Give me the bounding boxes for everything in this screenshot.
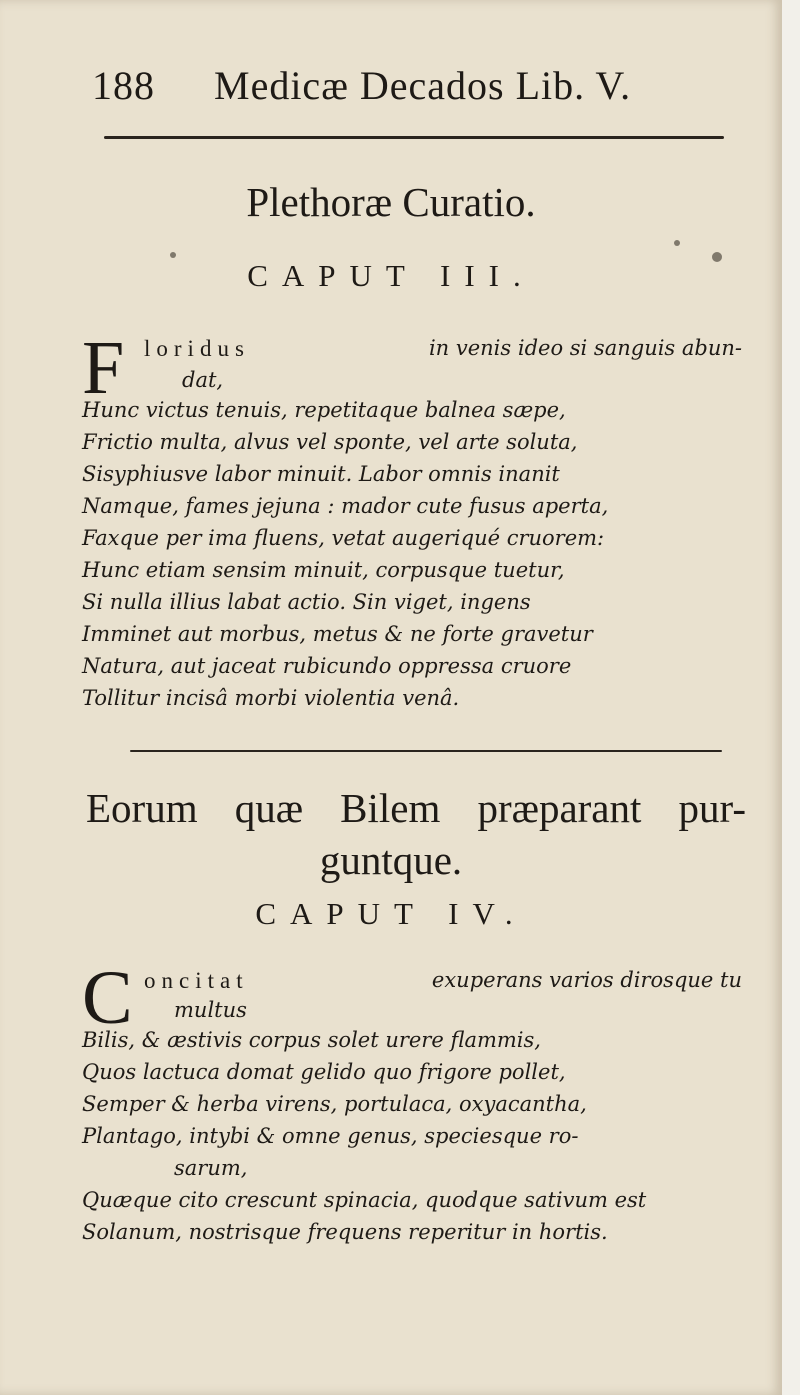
running-head [92,62,732,109]
chapter-2-caput: CAPUT IV. [255,896,527,931]
verse-line: Frictio multa, alvus vel sponte, vel arte soluta, [82,430,578,454]
verse-line: Plantago, intybi & omne genus, speciesque ro- [82,1124,579,1148]
verse-line: sarum, [174,1156,248,1180]
verse-line: Solanum, nostrisque frequens reperitur in hortis. [82,1220,608,1244]
verse-first-word: oncitat [144,968,249,993]
ink-speck [170,252,176,258]
dropcap-c: C [82,956,133,1040]
verse-first-line-rest: exuperans varios dirosque tu [431,968,742,992]
verse-line: Tollitur incisâ morbi violentia venâ. [82,686,460,710]
verse-continuation: multus [174,998,247,1022]
verse-line: Bilis, & æstivis corpus solet urere flammis, [82,1028,541,1052]
verse-line: Hunc victus tenuis, repetitaque balnea sæpe, [82,398,566,422]
section-rule [130,750,722,752]
verse-first-word: loridus [144,336,250,361]
chapter-1-caput: CAPUT III. [247,258,535,293]
verse-continuation: dat, [182,368,224,392]
verse-line: Quos lactuca domat gelido quo frigore pollet, [82,1060,566,1084]
header-rule [104,136,724,139]
verse-line: Si nulla illius labat actio. Sin viget, ingens [82,590,531,614]
running-title: Medicæ Decados Lib. V. [214,63,632,108]
dropcap-f: F [82,326,125,410]
verse-line: Faxque per ima fluens, vetat augeriqué cruorem: [82,526,605,550]
ink-speck [674,240,680,246]
verse-line: Semper & herba virens, portulaca, oxyacantha, [82,1092,587,1116]
verse-line: Hunc etiam sensim minuit, corpusque tuetur, [82,558,565,582]
verse-first-line [144,336,742,362]
verse-line: Natura, aut jaceat rubicundo oppressa cruore [82,654,572,678]
verse-first-line [144,968,742,994]
verse-line: Imminet aut morbus, metus & ne forte gravetur [82,622,593,646]
verse-line: Quæque cito crescunt spinacia, quodque sativum est [82,1188,647,1212]
chapter-2-title-line-2: guntque. [319,837,463,883]
chapter-2-title-line-1: Eorum quæ Bilem præparant pur- [86,785,746,831]
page-edge [782,0,800,1395]
ink-speck [712,252,722,262]
page-number: 188 [92,63,155,108]
verse-first-line-rest: in venis ideo si sanguis abun- [428,336,742,360]
verse-line: Sisyphiusve labor minuit. Labor omnis inanit [82,462,560,486]
chapter-1-title: Plethoræ Curatio. [246,179,536,225]
verse-line: Namque, fames jejuna : mador cute fusus aperta, [82,494,609,518]
